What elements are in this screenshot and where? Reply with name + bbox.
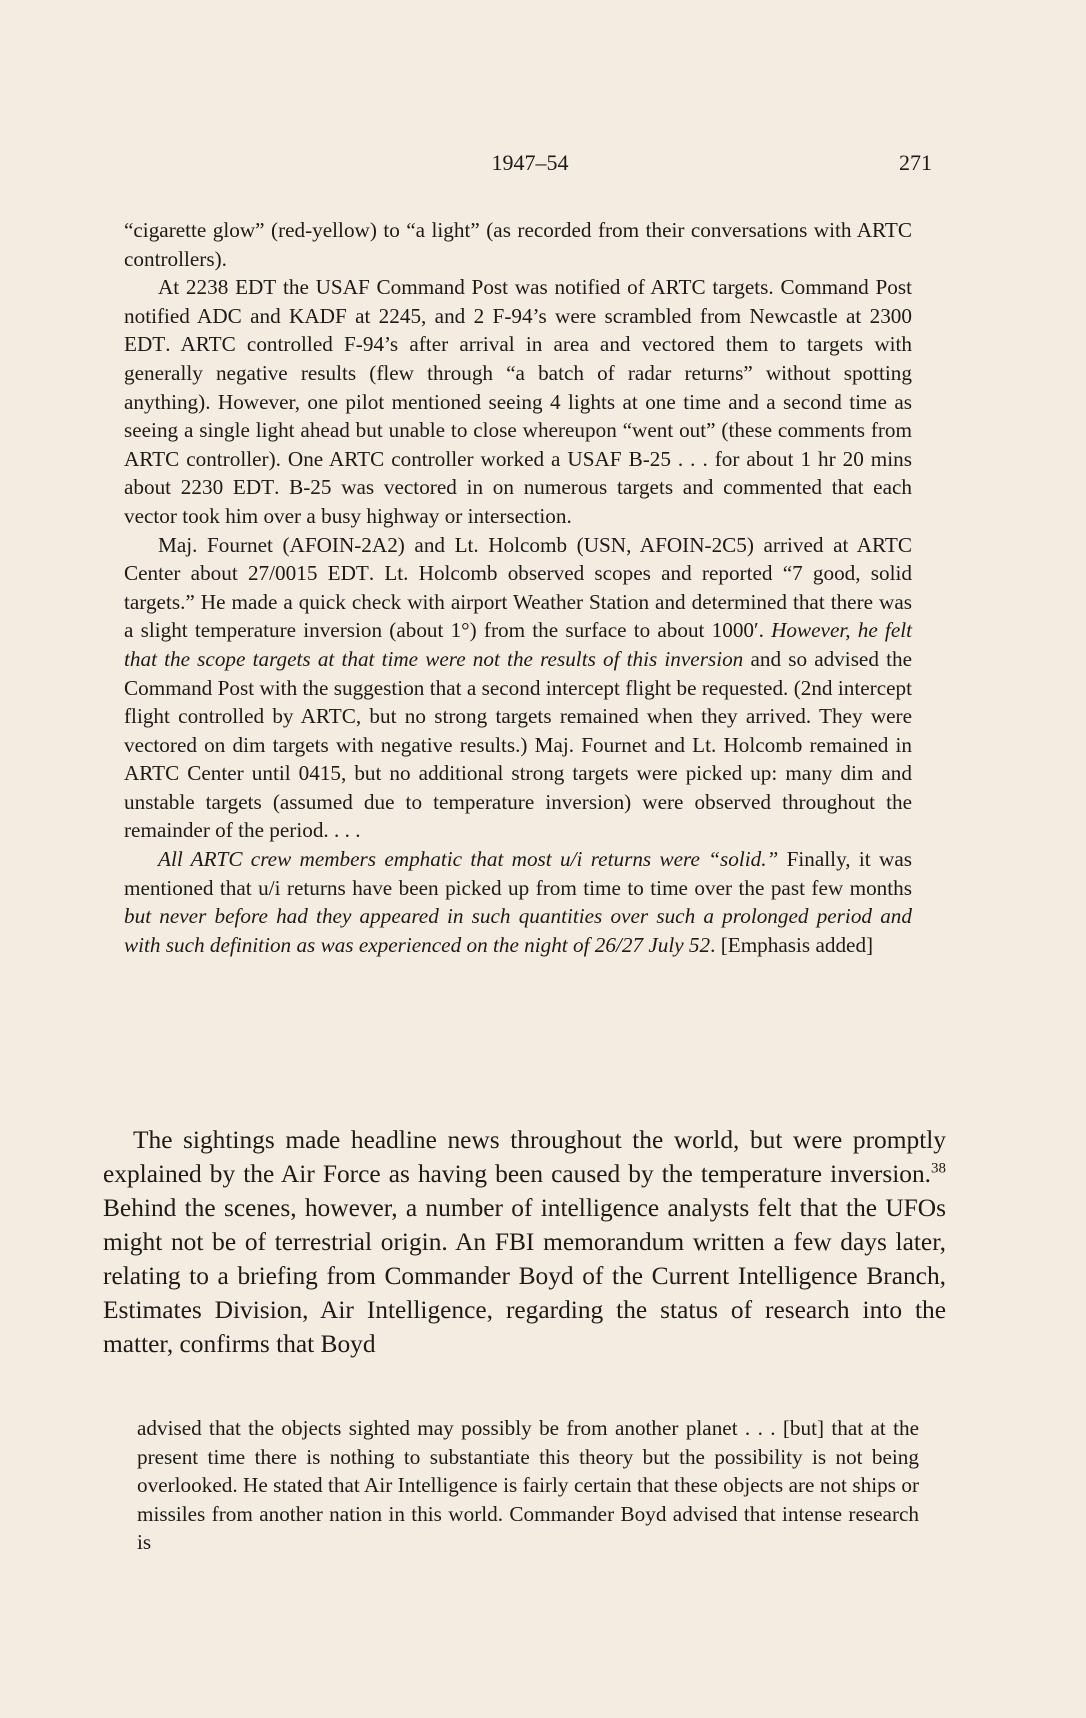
time-zone-abbr: EDT [235, 275, 277, 300]
quote-paragraph: advised that the objects sighted may possibly be from another planet . . . [but] that at the present time there is nothing to substantiate this theory but the possibility is not being overlooked. He stated that Air Intelligence is fairly certain that these objects are not ships or missiles from another nation in this world. Commander Boyd advised that intense research is [137, 1416, 919, 1555]
extract-paragraph-1: “cigarette glow” (red-yellow) to “a light” (as recorded from their conversations with ARTC controllers). [124, 218, 912, 271]
footnote-ref-38[interactable]: 38 [931, 1160, 946, 1177]
extract-paragraph-4 [124, 845, 912, 959]
time-zone-abbr: EDT [327, 561, 369, 586]
emphasis-text: However, he felt that the scope targets at that time were not the results of this inversion [124, 618, 912, 671]
page-header [120, 150, 940, 182]
text-run: . [Emphasis added] [710, 932, 874, 957]
main-text [103, 1123, 946, 1361]
emphasis-text: All ARTC crew members emphatic that most u/i returns were “solid.” [158, 847, 779, 872]
text-run: the USAF Command Post was notified of ARTC targets. Command Post notified ADC and KADF at 2245, and 2 F-94’s were scrambled from Newcastle at 2300 [124, 275, 913, 328]
text-run: At 2238 [158, 275, 236, 300]
text-run: . ARTC controlled F-94’s after arrival in area and vectored them to targets with generally negative results (flew through “a batch of radar returns” without spotting anything). However, one pilot mentioned seeing 4 lights at one time and a second time as seeing a single light ahead but unable to close whereupon “went out” (these comments from ARTC controller). One ARTC controller worked a USAF B-25 . . . for about 1 hr 20 mins about 2230 [124, 332, 912, 500]
running-head: 1947–54 [491, 150, 569, 175]
text-run: Maj. Fournet (AFOIN-2A2) and Lt. Holcomb (USN, AFOIN-2C5) arrived at ARTC Center about 27/0015 [124, 532, 912, 586]
text-run: . B-25 was vectored in on numerous targets and commented that each vector took him over a busy highway or intersection. [124, 475, 912, 528]
text-run: Behind the scenes, however, a number of intelligence analysts felt that the UFOs might not be of terrestrial origin. An FBI memorandum written a few days later, relating to a briefing from Commander Boyd of the Current Intelligence Branch, Estimates Division, Air Intelligence, regarding the status of research into the matter, confirms that Boyd [103, 1194, 946, 1358]
text-run: Finally, it was mentioned that u/i returns have been picked up from time to time over the past few months [124, 847, 912, 900]
text-run: and so advised the Command Post with the suggestion that a second intercept flight be requested. (2nd intercept flight controlled by ARTC, but no strong targets remained when they arrived. They were vectored on dim targets with negative results.) Maj. Fournet and Lt. Holcomb remained in ARTC Center until 0415, but no additional strong targets were picked up: many dim and unstable targets (assumed due to temperature inversion) were observed throughout the remainder of the period. . . . [124, 646, 912, 843]
text-run: . Lt. Holcomb observed scopes and reported “7 good, solid targets.” He made a quick check with airport Weather Station and determined that there was a slight temperature inversion (about 1°) from the surface to about 1000′. [124, 561, 912, 643]
extract-paragraph-3 [124, 531, 912, 846]
time-zone-abbr: EDT [124, 332, 166, 357]
fbi-memo-quote [137, 1414, 919, 1557]
report-extract [124, 216, 912, 959]
main-paragraph [103, 1123, 946, 1361]
page-number: 271 [899, 150, 932, 175]
text-run: The sightings made headline news throughout the world, but were promptly explained by the Air Force as having been caused by the temperature inversion. [103, 1126, 946, 1188]
emphasis-text: but never before had they appeared in such quantities over such a prolonged period and with such definition as was experienced on the night of 26/27 July 52 [124, 904, 912, 957]
extract-paragraph-2 [124, 273, 912, 530]
time-zone-abbr: EDT [232, 475, 275, 500]
